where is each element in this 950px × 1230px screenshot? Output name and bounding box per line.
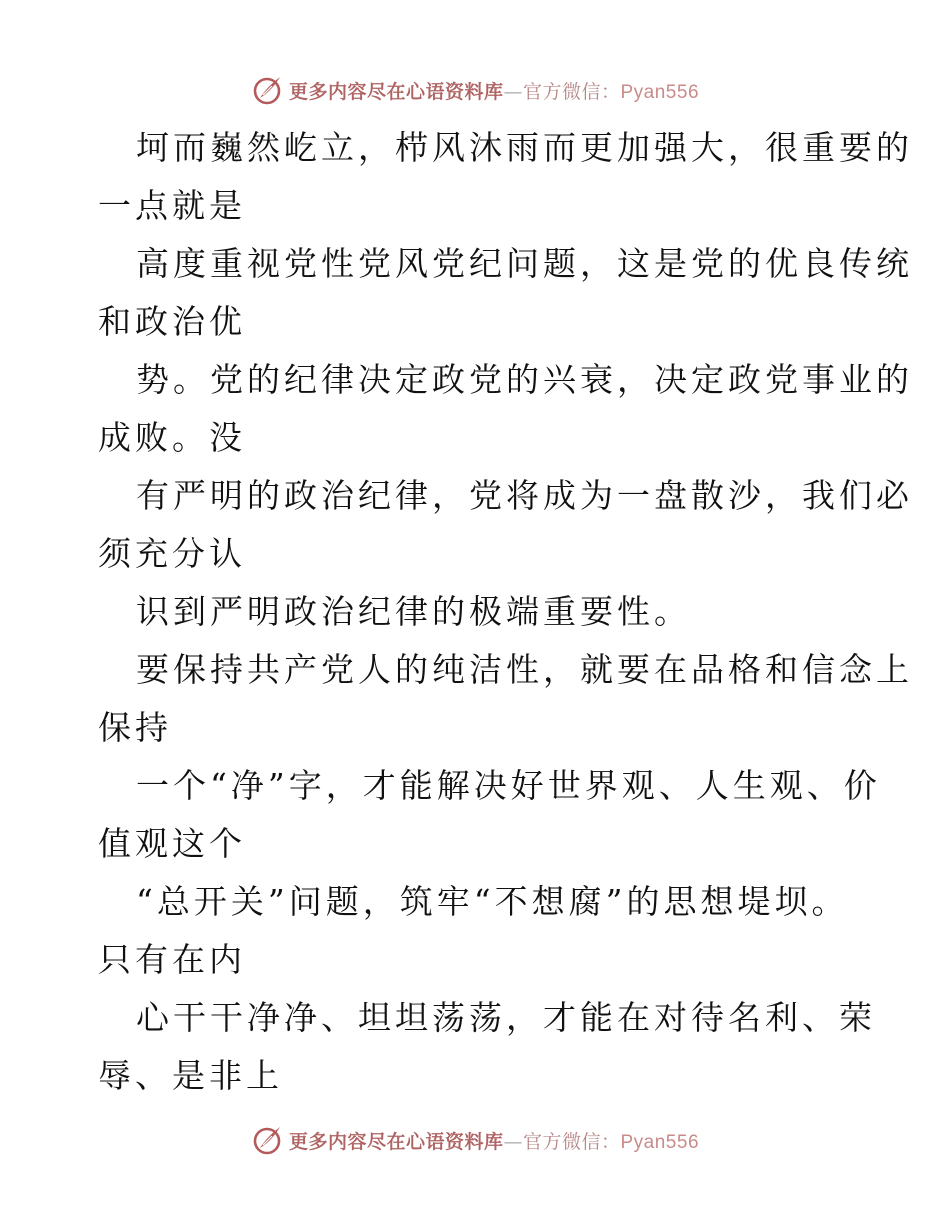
wechat-label: 官方微信： — [522, 1130, 621, 1153]
wechat-id: Pyan556 — [620, 1131, 700, 1153]
banner-dash: — — [503, 1130, 523, 1153]
footer-banner-inner — [251, 1124, 699, 1156]
footer-banner-text — [289, 1127, 699, 1154]
text-line: 识到严明政治纪律的极端重要性。 — [136, 592, 691, 631]
text-line: 高度重视党性党风党纪问题，这是党的优良传统 — [136, 244, 913, 283]
text-line: 有严明的政治纪律，党将成为一盘散沙，我们必 — [136, 476, 913, 515]
text-line: 心干干净净、坦坦荡荡，才能在对待名利、荣 — [136, 998, 876, 1037]
feather-pen-logo-icon — [251, 1124, 283, 1156]
header-banner-inner — [251, 74, 699, 106]
wechat-id: Pyan556 — [620, 81, 700, 103]
text-line: 和政治优 — [98, 302, 246, 341]
document-body — [98, 119, 913, 1105]
text-line: 值观这个 — [98, 824, 246, 863]
header-banner — [0, 72, 950, 108]
text-line: 一点就是 — [98, 186, 246, 225]
text-line: 保持 — [98, 708, 172, 747]
text-line: 势。党的纪律决定政党的兴衰，决定政党事业的 — [136, 360, 913, 399]
text-line: 只有在内 — [98, 940, 246, 979]
text-line: 须充分认 — [98, 534, 246, 573]
text-line: 辱、是非上 — [98, 1056, 283, 1095]
site-name: 更多内容尽在心语资料库 — [288, 80, 504, 103]
text-line: 一个“净”字，才能解决好世界观、人生观、价 — [136, 766, 881, 805]
text-line: “总开关”问题，筑牢“不想腐”的思想堤坝。 — [136, 882, 849, 921]
site-name: 更多内容尽在心语资料库 — [288, 1130, 504, 1153]
text-line: 坷而巍然屹立，栉风沐雨而更加强大，很重要的 — [136, 128, 913, 167]
feather-pen-logo-icon — [251, 74, 283, 106]
banner-dash: — — [503, 80, 523, 103]
text-line: 成败。没 — [98, 418, 246, 457]
header-banner-text — [289, 77, 699, 104]
footer-banner — [0, 1122, 950, 1158]
text-line: 要保持共产党人的纯洁性，就要在品格和信念上 — [136, 650, 913, 689]
wechat-label: 官方微信： — [522, 80, 621, 103]
